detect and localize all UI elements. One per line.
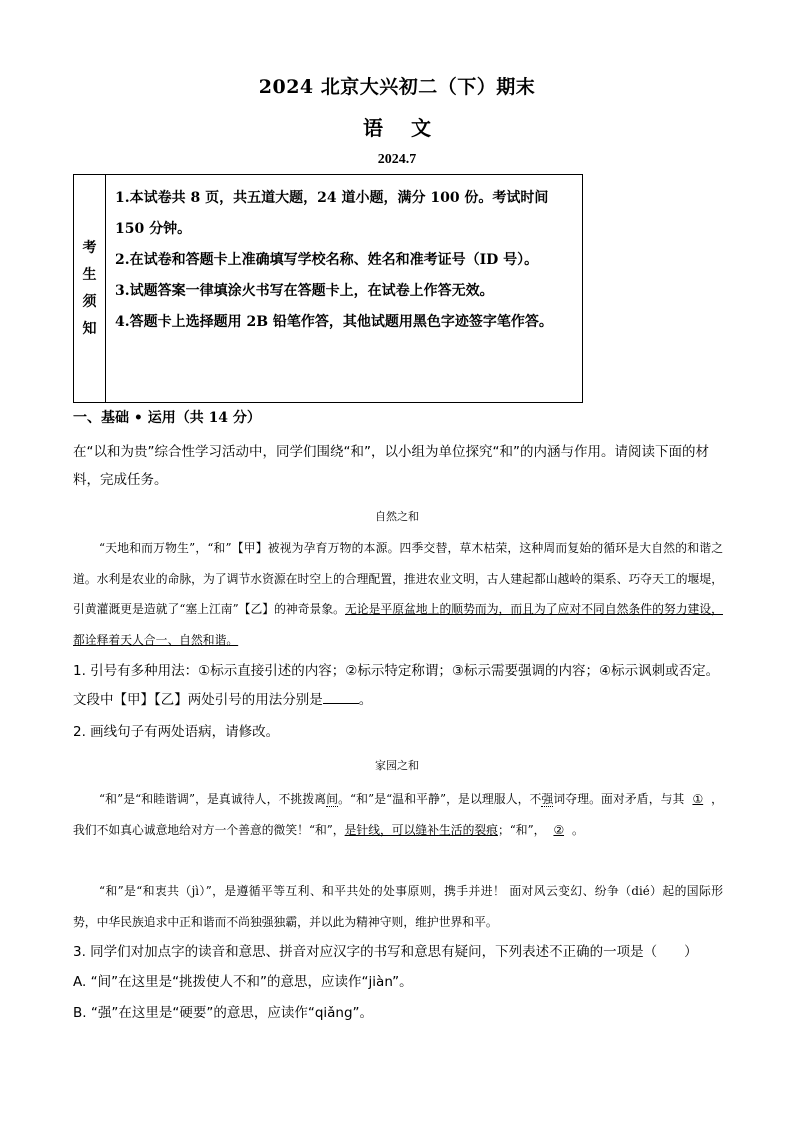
underlined-sentence: 无论是平原盆地上的顺势而为，而且为了应对不同自然条件的努力建设，都诠释着天人合一、自然和谐。 — [73, 602, 723, 647]
notice-item: 3.试题答案一律填涂火书写在答题卡上，在试卷上作答无效。 — [115, 283, 494, 299]
notice-item: 1.本试卷共 8 页，共五道大题，24 道小题，满分 100 份。考试时间 150 分钟。 — [115, 190, 549, 237]
question-2: 2. 画线句子有两处语病，请修改。 — [73, 724, 280, 740]
dotted-char: 强 — [541, 792, 554, 806]
notice-label-char: 知 — [82, 320, 97, 337]
notice-item: 2.在试卷和答题卡上准确填写学校名称、姓名和准考证号（ID 号）。 — [115, 252, 539, 268]
subject-title: 语文 — [363, 116, 459, 140]
exam-notice-box — [73, 174, 583, 403]
exam-date: 2024.7 — [377, 152, 417, 167]
passage-title: 家园之和 — [375, 759, 419, 772]
passage-text: “和”是“和睦谐调”，是真诚待人，不挑拨离 — [99, 792, 327, 806]
section-title: 一、基础 • 运用（共 14 分） — [73, 410, 261, 426]
passage-paragraph — [73, 784, 723, 845]
question-text: 1. 引号有多种用法：①标示直接引述的内容；②标示特定称谓；③标示需要强调的内容；④标示讽刺或否定。文段中【甲】【乙】两处引号的用法分别是 — [73, 663, 720, 708]
passage-text: 。“和”是“温和平静”，是以理服人，不 — [338, 792, 542, 806]
section-intro: 在“以和为贵”综合性学习活动中，同学们围绕“和”，以小组为单位探究“和”的内涵与作用。请阅读下面的材料，完成任务。 — [73, 444, 709, 488]
page-title: 2024 北京大兴初二（下）期末 — [258, 76, 536, 98]
notice-items — [106, 175, 582, 402]
blank-marker: ② — [553, 822, 565, 837]
passage-text: ，我们不如真心诚意地给对方一个善意的微笑！“和”， — [73, 792, 723, 837]
dotted-char: 间 — [326, 792, 339, 806]
notice-label — [74, 175, 106, 402]
blank-marker: ① — [692, 792, 704, 806]
notice-label-char: 须 — [82, 293, 97, 310]
passage-paragraph: “和”是“和衷共（jì）”，是遵循平等互利、和平共处的处事原则，携手并进！ 面对风云变幻、纷争（dié）起的国际形势，中华民族追求中正和谐而不尚独强独霸，并以此为精神守则，维护世界和平。 — [73, 884, 723, 929]
option-a: A. “间”在这里是“挑拨使人不和”的意思，应读作“jiàn”。 — [73, 974, 413, 990]
passage-paragraph — [73, 533, 723, 655]
underlined-sentence: 是针线，可以缝补生活的裂痕 — [344, 822, 498, 837]
question-text-end: 。 — [358, 692, 373, 708]
passage-text: 。 — [572, 822, 584, 837]
passage-text: “天地和而万物生”，“和”【甲】被视为孕育万物的本源。四季交替，草木枯荣，这种周而复始的循环是大自然的和谐之道。水利是农业的命脉，为了调节水资源在时空上的合理配置，推进农业文明，古人建起都山越岭的渠系、巧夺天工的堰堤，引黄灌溉更是造就了“塞上江南”【乙】的神奇景象。 — [73, 541, 723, 616]
passage-text: 词夺理。面对矛盾，与其 — [553, 792, 685, 806]
question-3: 3. 同学们对加点字的读音和意思、拼音对应汉字的书写和意思有疑问，下列表述不正确的一项是（ ） — [73, 944, 698, 960]
question-1 — [73, 657, 723, 715]
notice-item: 4.答题卡上选择题用 2B 铅笔作答，其他试题用黑色字迹签字笔作答。 — [115, 314, 553, 330]
answer-blank[interactable] — [323, 689, 359, 704]
notice-label-char: 考 — [82, 239, 97, 256]
option-b: B. “强”在这里是“硬要”的意思，应读作“qiǎng”。 — [73, 1005, 374, 1021]
passage-title: 自然之和 — [375, 510, 419, 523]
passage-text: ；“和”， — [497, 822, 546, 837]
notice-label-char: 生 — [82, 266, 97, 283]
